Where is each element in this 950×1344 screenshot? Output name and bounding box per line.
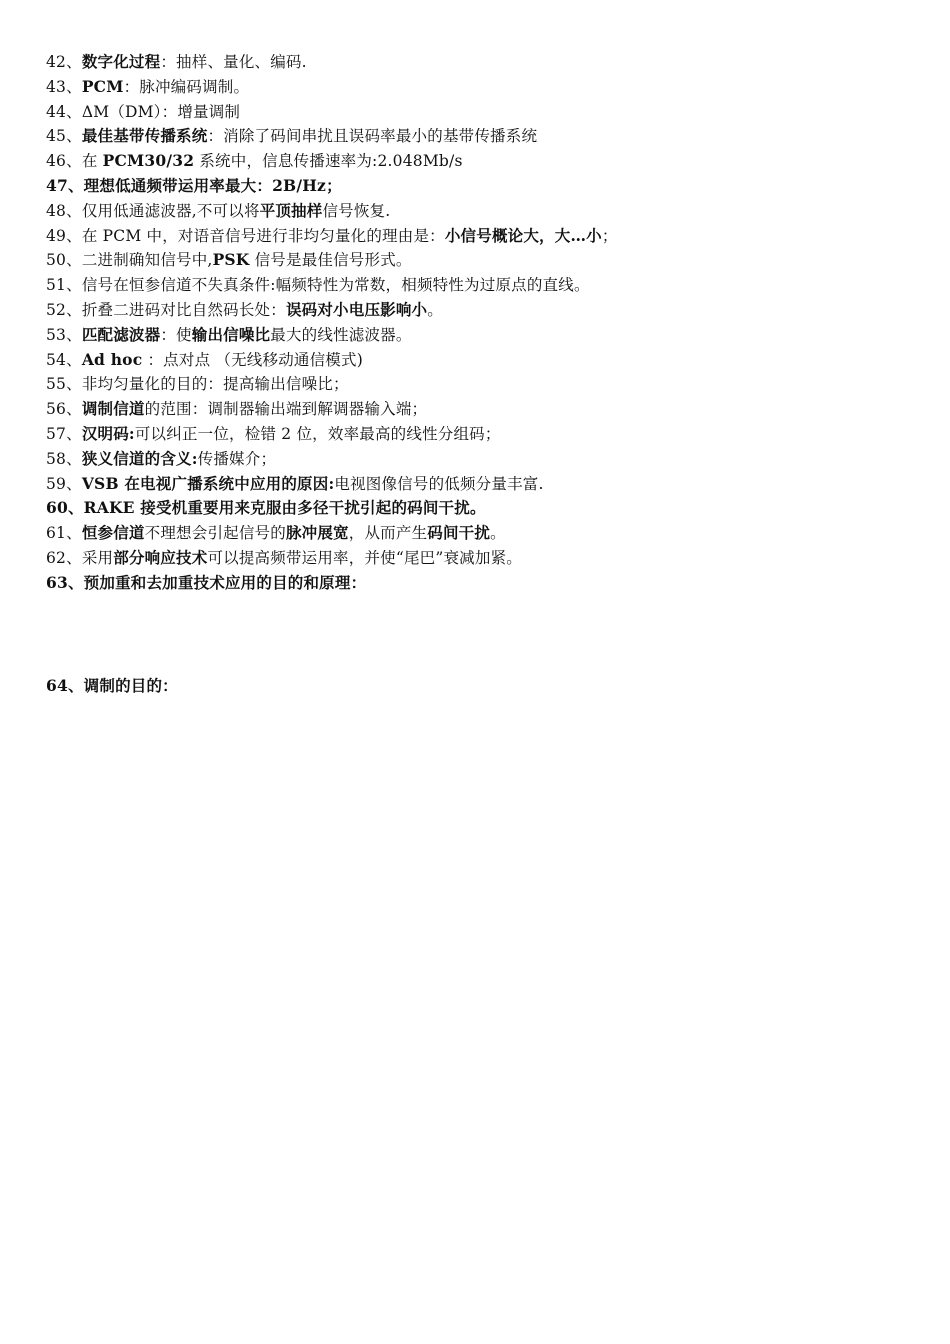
list-item: [46, 273, 926, 298]
text-segment: 。: [427, 300, 443, 319]
list-item: [46, 521, 926, 546]
text-segment: 44、ΔM（DM）：增量调制: [46, 102, 241, 121]
bold-text-segment: 恒参信道: [81, 523, 145, 543]
text-segment: 46、在: [46, 152, 103, 171]
text-segment: 45、: [46, 127, 82, 146]
text-segment: 56、: [46, 400, 82, 419]
bold-text-segment: 匹配滤波器: [81, 324, 161, 344]
bold-text-segment: VSB 在电视广播系统中应用的原因:: [81, 473, 335, 493]
list-item-64: 64、调制的目的：: [46, 676, 178, 695]
list-item: [46, 546, 926, 571]
list-item: [46, 100, 926, 125]
bold-text-segment: 最佳基带传播系统: [81, 126, 208, 146]
list-item: [46, 75, 926, 100]
bold-text-segment: 小信号概论大，大…小: [444, 225, 602, 245]
text-segment: 系统中，信息传播速率为:2.048Mb/s: [194, 152, 463, 171]
text-segment: 53、: [46, 325, 82, 344]
bold-text-segment: 部分响应技术: [113, 547, 208, 567]
list-item: [46, 372, 926, 397]
bold-text-segment: PSK: [212, 250, 250, 270]
bold-text-segment: PCM30/32: [102, 151, 195, 171]
text-segment: ：点对点 （无线移动通信模式): [142, 350, 363, 369]
bold-text-segment: 码间干扰: [427, 523, 491, 543]
text-segment: ，从而产生: [348, 524, 428, 543]
text-segment: 电视图像信号的低频分量丰富.: [334, 474, 544, 493]
list-item: [46, 496, 926, 521]
text-segment: 信号恢复.: [322, 201, 391, 220]
list-item: [46, 447, 926, 472]
text-segment: 62、采用: [46, 548, 114, 567]
bold-text-segment: 63、预加重和去加重技术应用的目的和原理：: [46, 572, 367, 592]
text-segment: ：消除了码间串扰且误码率最小的基带传播系统: [207, 127, 538, 146]
bold-text-segment: 汉明码:: [81, 423, 135, 443]
text-segment: 信号是最佳信号形式。: [249, 251, 412, 270]
bold-text-segment: 平顶抽样: [259, 200, 323, 220]
text-segment: 59、: [46, 474, 82, 493]
text-segment: 50、二进制确知信号中,: [46, 251, 213, 270]
list-item: [46, 248, 926, 273]
list-item: [46, 50, 926, 75]
text-segment: 52、折叠二进码对比自然码长处：: [46, 300, 286, 319]
text-segment: 58、: [46, 449, 82, 468]
numbered-list: [46, 50, 926, 596]
bold-text-segment: Ad hoc: [81, 349, 143, 369]
bold-text-segment: 狭义信道的含义:: [81, 448, 198, 468]
list-item: [46, 298, 926, 323]
list-item: [46, 348, 926, 373]
list-item: [46, 397, 926, 422]
text-segment: 57、: [46, 424, 82, 443]
text-segment: 48、仅用低通滤波器,不可以将: [46, 201, 260, 220]
text-segment: 最大的线性滤波器。: [270, 325, 412, 344]
bold-text-segment: 数字化过程: [81, 52, 161, 71]
text-segment: ：脉冲编码调制。: [123, 77, 250, 96]
text-segment: 42、: [46, 53, 82, 71]
text-segment: 。: [490, 524, 506, 543]
text-segment: 不理想会引起信号的: [144, 524, 286, 543]
list-item: [46, 149, 926, 174]
bold-text-segment: 47、理想低通频带运用率最大：2B/Hz；: [46, 175, 342, 195]
list-item: [46, 472, 926, 497]
text-segment: ；: [601, 226, 618, 245]
bold-text-segment: 脉冲展宽: [285, 523, 349, 543]
text-segment: 54、: [46, 350, 82, 369]
list-item: [46, 199, 926, 224]
text-segment: ：抽样、量化、编码.: [160, 53, 307, 71]
list-item: [46, 224, 926, 249]
bold-text-segment: 误码对小电压影响小: [285, 299, 428, 319]
text-segment: 的范围：调制器输出端到解调器输入端；: [144, 400, 428, 419]
bold-text-segment: PCM: [81, 76, 124, 96]
list-item: [46, 571, 926, 596]
text-segment: 51、信号在恒参信道不失真条件:幅频特性为常数，相频特性为过原点的直线。: [46, 276, 590, 295]
list-item: [46, 323, 926, 348]
text-segment: 49、在 PCM 中，对语音信号进行非均匀量化的理由是：: [46, 226, 445, 245]
list-item: [46, 422, 926, 447]
text-segment: 可以提高频带运用率，并使“尾巴”衰减加紧。: [207, 548, 522, 567]
bold-text-segment: 调制信道: [81, 399, 145, 419]
text-segment: ：使: [160, 325, 192, 344]
text-segment: 55、非均匀量化的目的：提高输出信噪比；: [46, 375, 349, 394]
text-segment: 43、: [46, 77, 82, 96]
text-segment: 61、: [46, 524, 82, 543]
list-item: [46, 174, 926, 199]
text-segment: 可以纠正一位，检错 2 位，效率最高的线性分组码；: [134, 424, 501, 443]
text-segment: 传播媒介；: [197, 449, 277, 468]
bold-text-segment: 输出信噪比: [191, 324, 271, 344]
bold-text-segment: 60、RAKE 接受机重要用来克服由多径干扰引起的码间干扰。: [46, 498, 486, 518]
list-item: [46, 124, 926, 149]
